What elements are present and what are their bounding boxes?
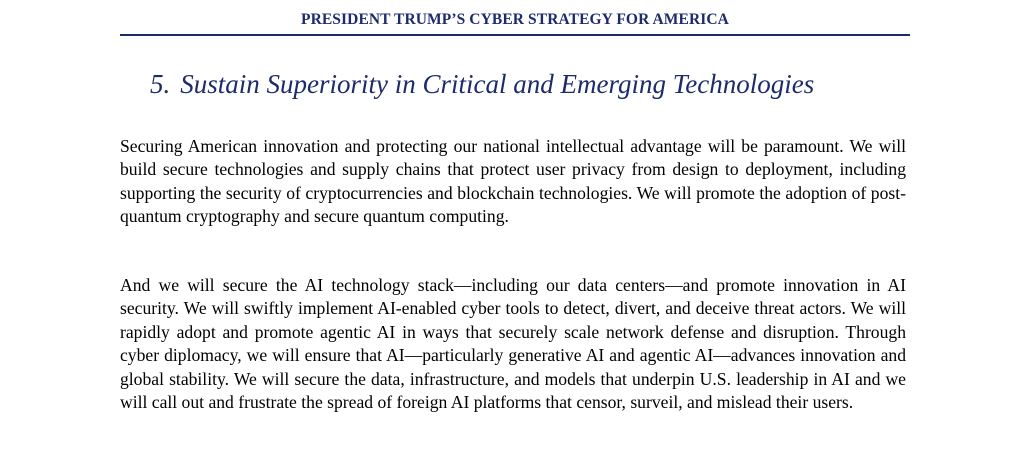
- section-number: 5.: [150, 69, 171, 99]
- running-header: PRESIDENT TRUMP’S CYBER STRATEGY FOR AMERICA: [301, 11, 729, 28]
- body-paragraph-1: Securing American innovation and protecting our national intellectual advantage will be paramount. We will build secure technologies and supply chains that protect user privacy from design to deployment, including supporting the security of cryptocurrencies and blockchain technologies. We will promote the adoption of post-quantum cryptography and secure quantum computing.: [120, 136, 906, 227]
- section-title: Sustain Superiority in Critical and Emerging Technologies: [180, 69, 815, 99]
- section-heading: [150, 66, 910, 102]
- body-paragraph-2: And we will secure the AI technology stack—including our data centers—and promote innovation in AI security. We will swiftly implement AI-enabled cyber tools to detect, divert, and deceive threat actors. We will rapidly adopt and promote agentic AI in ways that securely scale network defense and disruption. Through cyber diplomacy, we will ensure that AI—particularly generative AI and agentic AI—advances innovation and global stability. We will secure the data, infrastructure, and models that underpin U.S. leadership in AI and we will call out and frustrate the spread of foreign AI platforms that censor, surveil, and mislead their users.: [120, 275, 906, 413]
- header-divider: [120, 34, 910, 36]
